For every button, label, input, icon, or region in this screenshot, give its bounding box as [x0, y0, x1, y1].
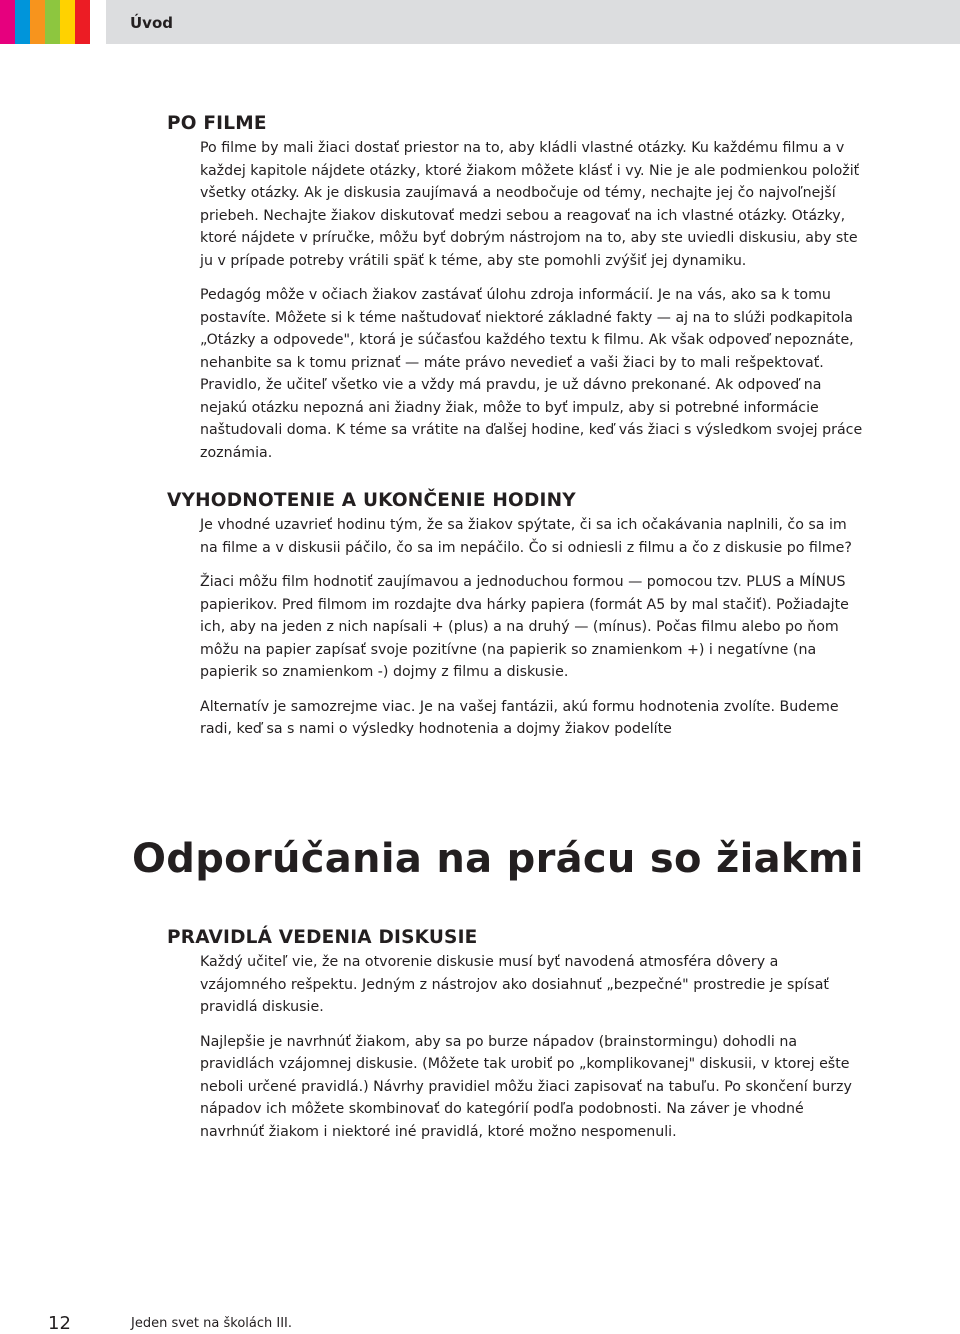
paragraph: Žiaci môžu film hodnotiť zaujímavou a jednoduchou formou — pomocou tzv. PLUS a MÍNUS papierikov. Pred filmom im rozdajte dva hárky papiera (formát A5 by mal stačiť). Požiadajte ich, aby na jeden z nich napísali + (plus) a na druhý — (mínus). Počas filmu alebo po ňom môžu na papier zapísať svoje pozitívne (na papierik so znamienkom +) i negatívne (na papierik so znamienkom -) dojmy z filmu a diskusie. — [200, 574, 849, 680]
section-body-po-filme — [200, 137, 865, 464]
stripe-orange — [30, 0, 45, 44]
chapter-title: Odporúčania na prácu so žiakmi — [132, 836, 864, 882]
page-number: 12 — [48, 1313, 71, 1334]
stripe-green — [45, 0, 60, 44]
section-body-vyhodnotenie — [200, 514, 865, 741]
stripe-magenta — [0, 0, 15, 44]
paragraph: Pedagóg môže v očiach žiakov zastávať úlohu zdroja informácií. Je na vás, ako sa k tomu postavíte. Môžete si k téme naštudovať niektoré základné fakty — aj na to slúži podkapitola „Otázky a odpovede", ktorá je súčasťou každého textu k filmu. Ak však odpoveď nepoznáte, nehanbite sa k tomu priznať — máte právo nevedieť a vaši žiaci by to mali rešpektovať. Pravidlo, že učiteľ všetko vie a vždy má pravdu, je už dávno prekonané. Ak odpoveď na nejakú otázku nepozná ani žiadny žiak, môže to byť impulz, aby si potrebné informácie naštudovali doma. K téme sa vrátite na ďalšej hodine, keď vás žiaci s výsledkom svojej práce zoznámia. — [200, 287, 863, 461]
footer-publication: Jeden svet na školách III. — [131, 1316, 293, 1331]
main-content — [167, 111, 867, 741]
section-body-pravidla — [200, 951, 865, 1143]
stripe-yellow — [60, 0, 75, 44]
paragraph: Alternatív je samozrejme viac. Je na vašej fantázii, akú formu hodnotenia zvolíte. Budeme radi, keď sa s nami o výsledky hodnotenia a dojmy žiakov podelíte — [200, 698, 839, 737]
paragraph: Je vhodné uzavrieť hodinu tým, že sa žiakov spýtate, či sa ich očakávania naplnili, čo sa im na filme a v diskusii páčilo, čo sa im nepáčilo. Čo si odniesli z filmu a čo z diskusie po filme? — [200, 517, 852, 556]
paragraph: Každý učiteľ vie, že na otvorenie diskusie musí byť navodená atmosféra dôvery a vzájomného rešpektu. Jedným z nástrojov ako dosiahnuť „bezpečné" prostredie je spísať pravidlá diskusie. — [200, 954, 829, 1015]
section-heading-po-filme: PO FILME — [167, 113, 267, 134]
paragraph: Najlepšie je navrhnúť žiakom, aby sa po burze nápadov (brainstormingu) dohodli na pravidlách vzájomnej diskusie. (Môžete tak urobiť po „komplikovanej" diskusii, v ktorej ešte neboli určené pravidlá.) Návrhy pravidiel môžu žiaci zapisovať na tabuľu. Po skončení burzy nápadov ich môžete skombinovať do kategórií podľa podobnosti. Na záver je vhodné navrhnúť žiakom i niektoré iné pravidlá, ktoré možno nespomenuli. — [200, 1033, 852, 1140]
stripe-blue — [15, 0, 30, 44]
header-title: Úvod — [130, 14, 174, 32]
paragraph: Po filme by mali žiaci dostať priestor na to, aby kládli vlastné otázky. Ku každému filmu a v každej kapitole nájdete otázky, ktoré žiakom môžete klásť i vy. Nie je ale podmienkou položiť všetky otázky. Ak je diskusia zaujímavá a neodbočuje od témy, nechajte jej čo najvoľnejší priebeh. Nechajte žiakov diskutovať medzi sebou a reagovať na ich vlastné otázky. Otázky, ktoré nájdete v príručke, môžu byť dobrým nástrojom na to, aby ste uviedli diskusiu, aby ste ju v prípade potreby vrátili späť k téme, aby ste pomohli zvýšiť jej dynamiku. — [200, 140, 860, 269]
color-stripes — [0, 0, 106, 44]
stripe-white — [90, 0, 105, 44]
section-heading-vyhodnotenie: VYHODNOTENIE A UKONČENIE HODINY — [167, 490, 576, 511]
secondary-content — [167, 925, 867, 1143]
section-heading-pravidla: PRAVIDLÁ VEDENIA DISKUSIE — [167, 927, 478, 948]
stripe-red — [75, 0, 90, 44]
header-bar — [106, 0, 960, 44]
